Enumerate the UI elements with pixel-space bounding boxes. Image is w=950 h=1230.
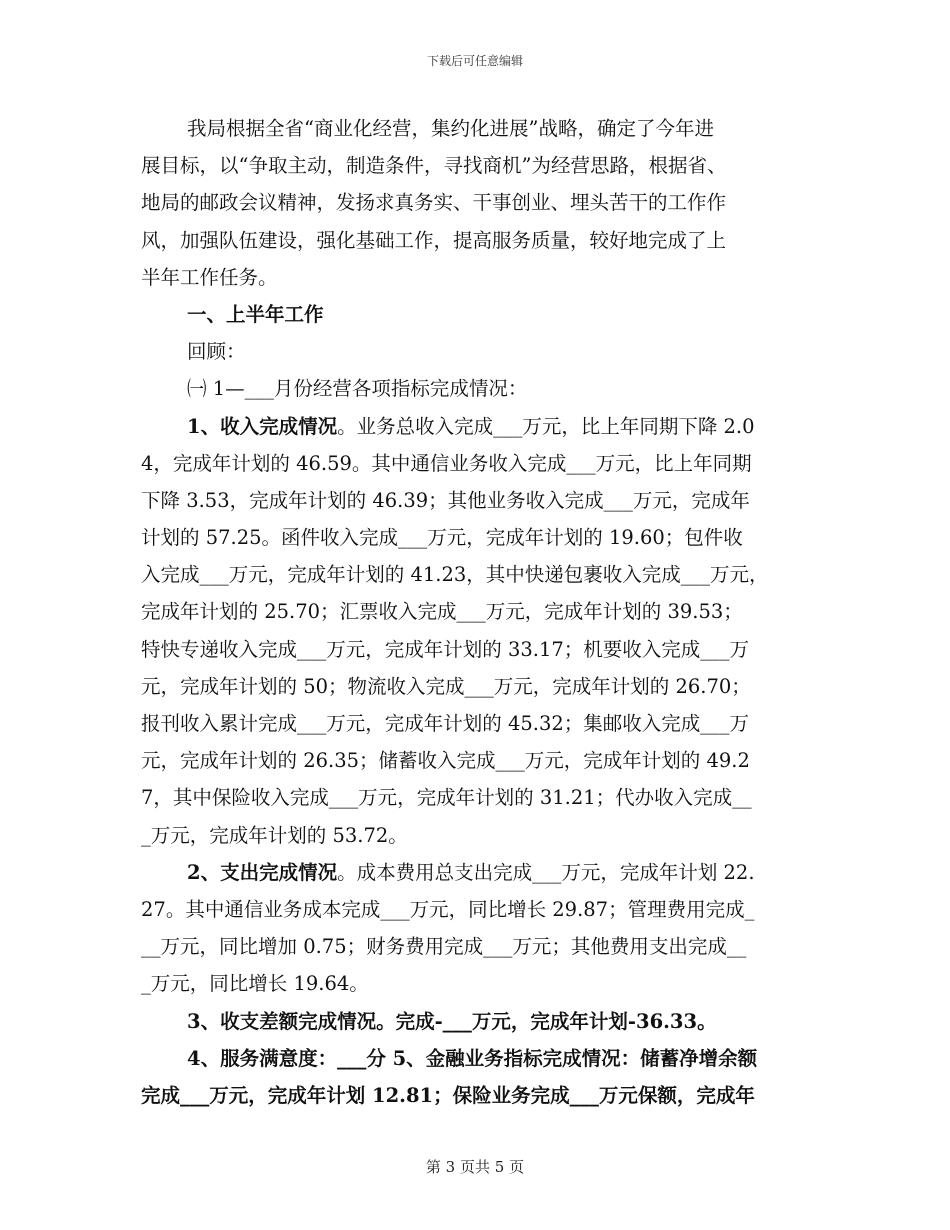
paragraph-line: 计划的 57.25。函件收入完成___万元，完成年计划的 19.60；包件收 <box>141 526 743 550</box>
item-heading: 2、支出完成情况 <box>187 860 338 884</box>
paragraph-line: 下降 3.53，完成年计划的 46.39；其他业务收入完成___万元，完成年 <box>141 488 750 512</box>
paragraph-line: 风，加强队伍建设，强化基础工作，提高服务质量，较好地完成了上 <box>141 228 727 252</box>
document-body <box>141 110 811 1114</box>
item-heading: 4、服务满意度：___分 5、金融业务指标完成情况：储蓄净增余额 <box>187 1046 758 1070</box>
page-footer: 第 3 页共 5 页 <box>425 1158 525 1176</box>
paragraph-line <box>141 854 811 891</box>
paragraph-line: 完成年计划的 25.70；汇票收入完成___万元，完成年计划的 39.53； <box>141 600 743 624</box>
paragraph-line: 27。其中通信业务成本完成___万元，同比增长 29.87；管理费用完成_ <box>141 897 755 921</box>
paragraph-line: 入完成___万元，完成年计划的 41.23，其中快递包裹收入完成___万元， <box>141 563 769 587</box>
paragraph-line: 完成___万元，完成年计划 12.81；保险业务完成___万元保额，完成年 <box>141 1083 755 1107</box>
section-heading-cont: 回顾： <box>187 340 246 364</box>
paragraph-line: _万元，同比增长 19.64。 <box>141 972 369 996</box>
section-heading: 一、上半年工作 <box>187 302 324 326</box>
item-text: 。业务总收入完成___万元，比上年同期下降 2.0 <box>337 414 755 438</box>
item-heading: 3、收支差额完成情况。完成-___万元，完成年计划-36.33。 <box>187 1009 717 1033</box>
paragraph-line: _万元，完成年计划的 53.72。 <box>141 823 408 847</box>
item-heading: 1、收入完成情况 <box>187 414 338 438</box>
paragraph-line: 4，完成年计划的 46.59。其中通信业务收入完成___万元，比上年同期 <box>141 451 752 475</box>
paragraph-line <box>141 408 811 445</box>
paragraph-line: 我局根据全省“商业化经营，集约化进展”战略，确定了今年进 <box>187 117 714 140</box>
paragraph-line: 元，完成年计划的 50；物流收入完成___万元，完成年计划的 26.70； <box>141 674 751 698</box>
paragraph-line: 半年工作任务。 <box>141 265 278 289</box>
paragraph-line: 报刊收入累计完成___万元，完成年计划的 45.32；集邮收入完成___万 <box>141 712 750 735</box>
paragraph-line: 元，完成年计划的 26.35；储蓄收入完成___万元，完成年计划的 49.2 <box>141 749 750 773</box>
paragraph-line: 展目标，以“争取主动，制造条件，寻找商机”为经营思路，根据省、 <box>141 154 727 178</box>
paragraph-line: 地局的邮政会议精神，发扬求真务实、干事创业、埋头苦干的工作作 <box>141 191 727 215</box>
item-text: 。成本费用总支出完成___万元，完成年计划 22. <box>337 860 755 884</box>
paragraph-line: 特快专递收入完成___万元，完成年计划的 33.17；机要收入完成___万 <box>141 637 750 661</box>
page-header: 下载后可任意编辑 <box>426 54 523 68</box>
paragraph-line: __万元，同比增加 0.75；财务费用完成___万元；其他费用支出完成__ <box>141 935 747 959</box>
subsection-heading: ㈠ 1—___月份经营各项指标完成情况： <box>187 377 528 401</box>
paragraph-line: 7，其中保险收入完成___万元，完成年计划的 31.21；代办收入完成__ <box>141 786 752 810</box>
